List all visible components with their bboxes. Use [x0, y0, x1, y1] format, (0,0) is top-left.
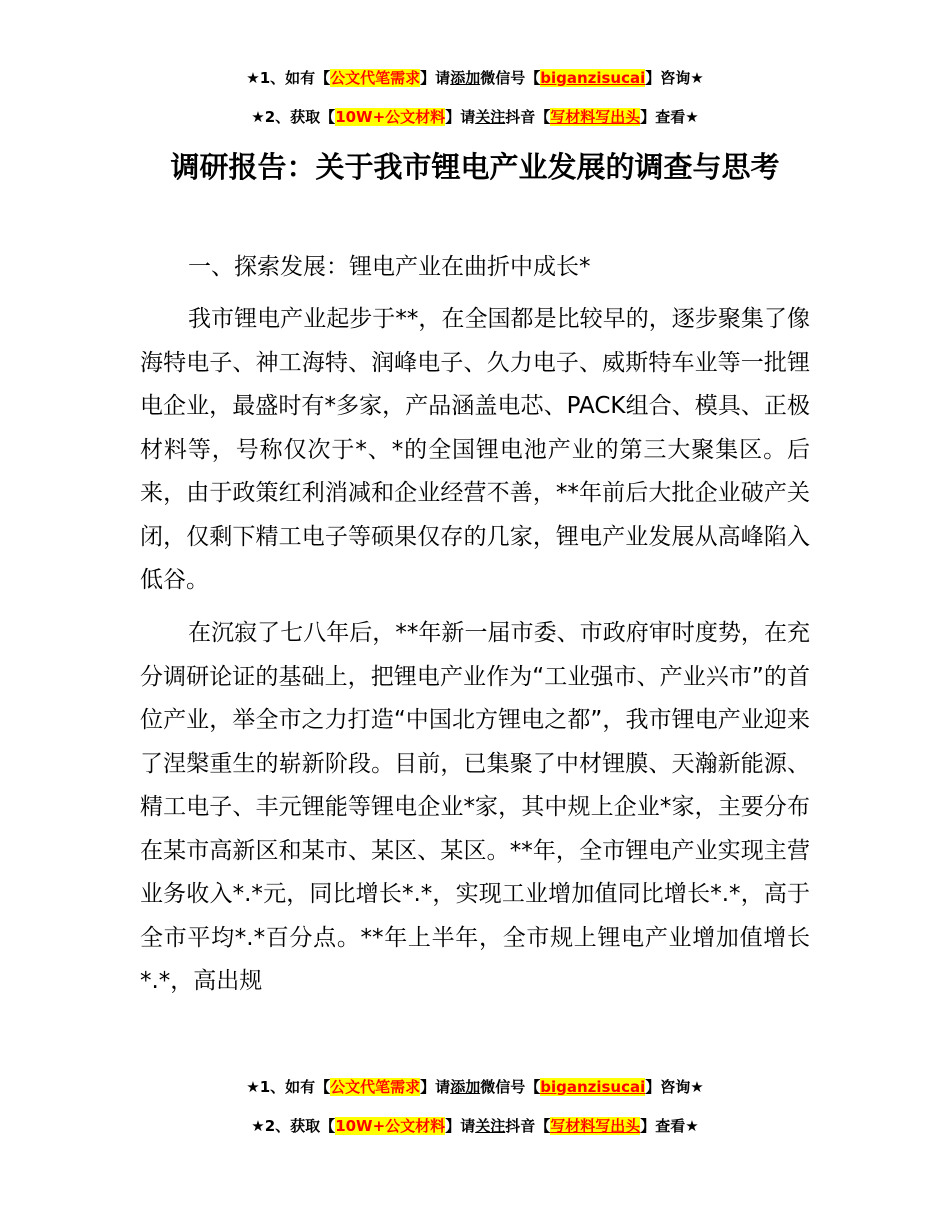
promo-highlight-wechat-id: biganzisucai — [540, 1078, 646, 1096]
promo-highlight: 10W+公文材料 — [335, 108, 446, 126]
promo-highlight-douyin-id: 写材料写出头 — [550, 108, 641, 126]
promo-text: 】请 — [420, 1078, 451, 1096]
promo-highlight: 10W+公文材料 — [335, 1117, 446, 1135]
body-paragraph-2: 在沉寂了七八年后，**年新一届市委、市政府审时度势，在充分调研论证的基础上，把锂电产业作为“工业强市、产业兴市”的首位产业，举全市之力打造“中国北方锂电之都”，我市锂电产业迎来了涅槃重生的崭新阶段。目前，已集聚了中材锂膜、天瀚新能源、精工电子、丰元锂能等锂电企业*家，其中规上企业*家，主要分布在某市高新区和某市、某区、某区。**年，全市锂电产业实现主营业务收入*.*元，同比增长*.*，实现工业增加值同比增长*.*，高于全市平均*.*百分点。**年上半年，全市规上锂电产业增加值增长*.*，高出规 — [140, 620, 810, 994]
promo-underline: 添加 — [450, 1078, 481, 1096]
header-promo-line-2 — [0, 106, 950, 128]
promo-highlight: 公文代笔需求 — [330, 69, 421, 87]
promo-text: 】请 — [445, 108, 476, 126]
header-promo-line-1 — [0, 67, 950, 89]
promo-text: 】咨询★ — [645, 69, 704, 87]
promo-text: 】查看★ — [640, 108, 699, 126]
promo-text: 抖音【 — [505, 108, 551, 126]
promo-text: 】请 — [420, 69, 451, 87]
promo-highlight-wechat-id: biganzisucai — [540, 69, 646, 87]
promo-text: 】查看★ — [640, 1117, 699, 1135]
body-paragraph-1: 我市锂电产业起步于**，在全国都是比较早的，逐步聚集了像海特电子、神工海特、润峰电子、久力电子、威斯特车业等一批锂电企业，最盛时有*多家，产品涵盖电芯、PACK组合、模具、正极材料等，号称仅次于*、*的全国锂电池产业的第三大聚集区。后来，由于政策红利消减和企业经营不善，**年前后大批企业破产关闭，仅剩下精工电子等硕果仅存的几家，锂电产业发展从高峰陷入低谷。 — [140, 306, 810, 593]
promo-text: ★2、获取【 — [251, 1117, 336, 1135]
promo-underline: 添加 — [450, 69, 481, 87]
promo-highlight-douyin-id: 写材料写出头 — [550, 1117, 641, 1135]
footer-promo-line-2 — [0, 1115, 950, 1137]
promo-text: ★1、如有【 — [246, 69, 331, 87]
promo-text: 】咨询★ — [645, 1078, 704, 1096]
promo-text: 抖音【 — [505, 1117, 551, 1135]
promo-highlight: 公文代笔需求 — [330, 1078, 421, 1096]
promo-text: ★2、获取【 — [251, 108, 336, 126]
promo-text: ★1、如有【 — [246, 1078, 331, 1096]
promo-underline: 关注 — [475, 1117, 506, 1135]
document-title: 调研报告：关于我市锂电产业发展的调查与思考 — [170, 150, 780, 184]
promo-text: 微信号【 — [480, 69, 541, 87]
promo-text: 微信号【 — [480, 1078, 541, 1096]
section-heading: 一、探索发展：锂电产业在曲折中成长* — [188, 254, 591, 280]
promo-underline: 关注 — [475, 108, 506, 126]
promo-text: 】请 — [445, 1117, 476, 1135]
footer-promo-line-1 — [0, 1076, 950, 1098]
